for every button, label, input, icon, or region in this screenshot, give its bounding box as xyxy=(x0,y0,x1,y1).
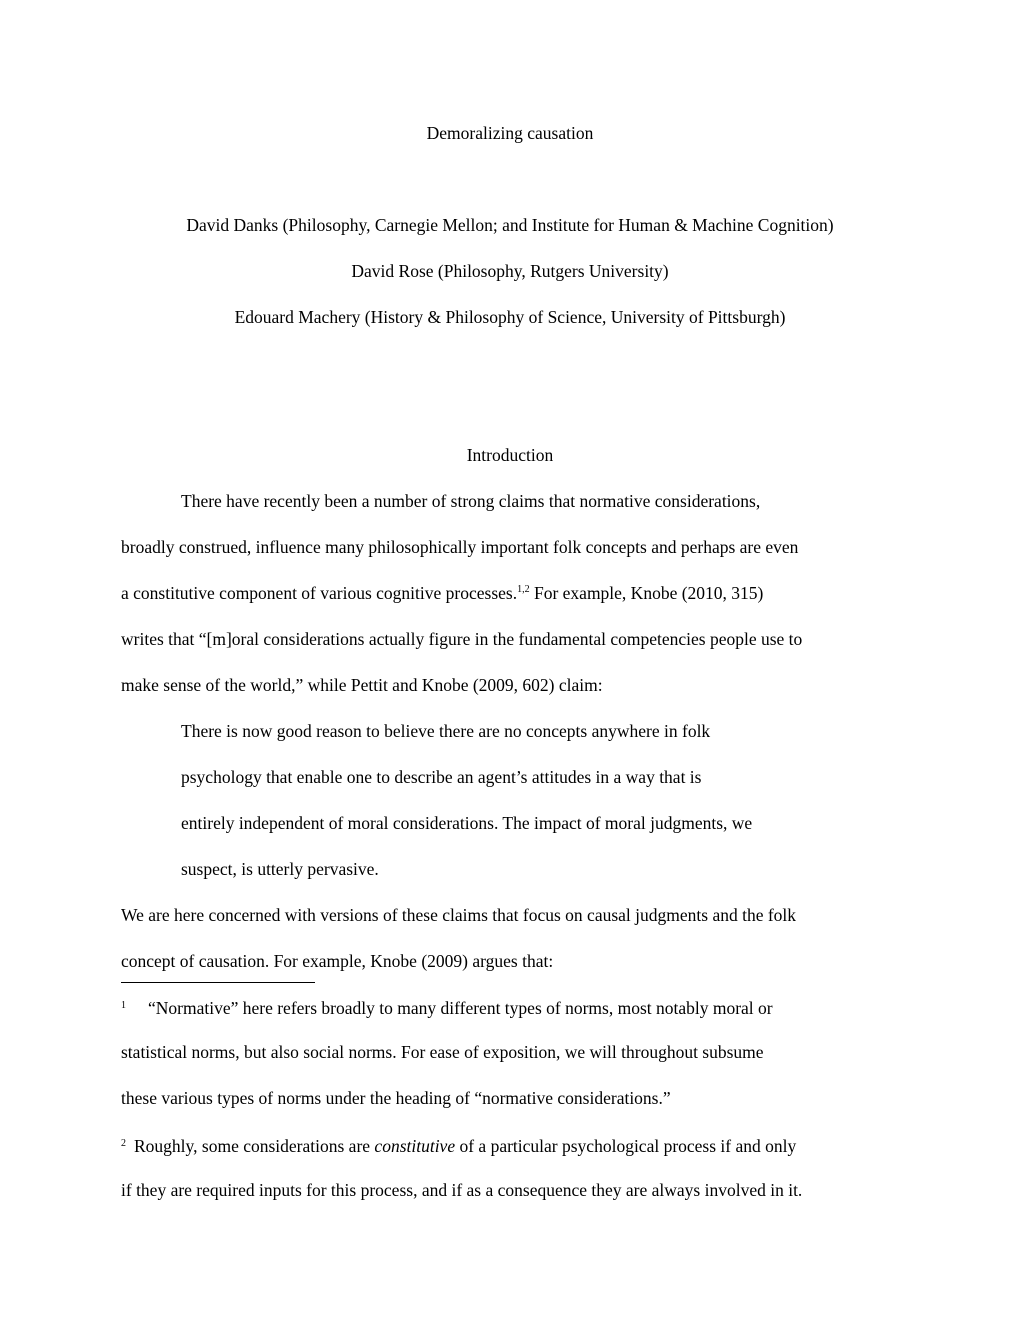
footnote-1-line1 xyxy=(121,995,773,1019)
footnote-separator xyxy=(121,982,315,983)
para1-line5: make sense of the world,” while Pettit and Knobe (2009, 602) claim: xyxy=(121,675,603,695)
author-3: Edouard Machery (History & Philosophy of Science, University of Pittsburgh) xyxy=(234,307,786,327)
para1-line3-text: a constitutive component of various cognitive processes. xyxy=(121,583,518,603)
author-1: David Danks (Philosophy, Carnegie Mellon; and Institute for Human & Machine Cognition) xyxy=(186,215,834,235)
author-2: David Rose (Philosophy, Rutgers University) xyxy=(351,261,669,281)
blockquote-line3: entirely independent of moral considerations. The impact of moral judgments, we xyxy=(181,813,753,833)
footnote-ref-1-2[interactable]: 1,2 xyxy=(517,584,530,595)
blockquote-line4: suspect, is utterly pervasive. xyxy=(181,859,379,879)
footnote-1-line3: these various types of norms under the heading of “normative considerations.” xyxy=(121,1088,671,1108)
footnote-1-marker: 1 xyxy=(121,1000,126,1011)
blockquote-line1: There is now good reason to believe there are no concepts anywhere in folk xyxy=(181,721,711,741)
footnote-1-text: “Normative” here refers broadly to many different types of norms, most notably moral or xyxy=(148,998,773,1018)
footnote-2-line2: if they are required inputs for this process, and if as a consequence they are always involved in it. xyxy=(121,1180,803,1200)
footnote-2-text: Roughly, some considerations are xyxy=(134,1136,375,1156)
para2-line1: We are here concerned with versions of these claims that focus on causal judgments and the folk xyxy=(121,905,797,925)
para1-line4: writes that “[m]oral considerations actually figure in the fundamental competencies people use to xyxy=(121,629,803,649)
footnote-2-marker: 2 xyxy=(121,1138,126,1149)
section-heading: Introduction xyxy=(466,445,554,465)
para1-line1: There have recently been a number of strong claims that normative considerations, xyxy=(181,491,761,511)
blockquote-line2: psychology that enable one to describe an agent’s attitudes in a way that is xyxy=(181,767,702,787)
footnote-2-text-rest: of a particular psychological process if and only xyxy=(455,1136,797,1156)
footnote-2-line1 xyxy=(121,1133,796,1157)
paper-title: Demoralizing causation xyxy=(426,123,594,143)
footnote-1-line2: statistical norms, but also social norms. For ease of exposition, we will throughout subsume xyxy=(121,1042,764,1062)
para1-line3 xyxy=(121,582,763,604)
footnote-2-emphasis: constitutive xyxy=(374,1136,456,1156)
para1-line3-rest: For example, Knobe (2010, 315) xyxy=(529,583,764,603)
para1-line2: broadly construed, influence many philosophically important folk concepts and perhaps are even xyxy=(121,537,799,557)
para2-line2: concept of causation. For example, Knobe (2009) argues that: xyxy=(121,951,554,971)
